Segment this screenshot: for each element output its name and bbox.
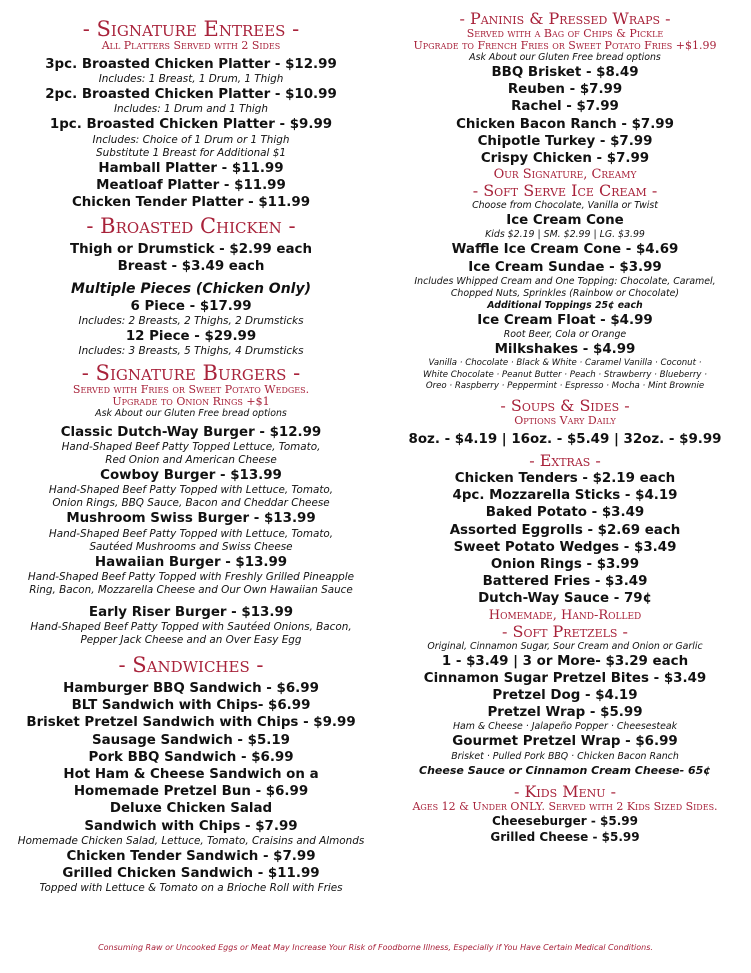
menu-item: Milkshakes - $4.99 <box>494 342 636 358</box>
section-title-signature-burgers: - Signature Burgers - <box>81 361 301 386</box>
item-description: Homemade Chicken Salad, Lettuce, Tomato, Craisins and Almonds <box>17 834 365 847</box>
flavor-list: White Chocolate · Peanut Butter · Peach · Strawberry · Blueberry · <box>423 369 707 380</box>
item-description: Additional Toppings 25¢ each <box>487 299 643 311</box>
menu-item: Chicken Tender Sandwich - $7.99 <box>66 848 316 864</box>
menu-item: Waffle Ice Cream Cone - $4.69 <box>451 242 679 258</box>
section-subtitle: Upgrade to Onion Rings +$1 <box>112 395 270 409</box>
item-description: Kids $2.19 | SM. $2.99 | LG. $3.99 <box>485 229 645 241</box>
menu-item: Chipotle Turkey - $7.99 <box>477 133 653 149</box>
menu-item: Cinnamon Sugar Pretzel Bites - $3.49 <box>423 670 707 686</box>
flavor-list: Oreo · Raspberry · Peppermint · Espresso · Mocha · Mint Brownie <box>425 381 705 392</box>
menu-item: Mushroom Swiss Burger - $13.99 <box>66 511 316 527</box>
item-description: Red Onion and American Cheese <box>105 454 277 467</box>
item-description: Ring, Bacon, Mozzarella Cheese and Our Own Hawaiian Sauce <box>29 583 353 596</box>
multiple-pieces-heading: Multiple Pieces (Chicken Only) <box>70 280 311 297</box>
item-description: Hand-Shaped Beef Patty Topped with Freshly Grilled Pineapple <box>27 570 355 583</box>
section-subtitle: Served with a Bag of Chips & Pickle <box>466 27 664 40</box>
right-column <box>384 0 746 845</box>
menu-item: Chicken Bacon Ranch - $7.99 <box>456 116 674 132</box>
item-description: Hand-Shaped Beef Patty Topped Lettuce, Tomato, <box>61 441 321 454</box>
section-note: Original, Cinnamon Sugar, Sour Cream and Onion or Garlic <box>427 640 703 652</box>
menu-item: Cowboy Burger - $13.99 <box>100 468 282 484</box>
menu-item: 8oz. - $4.19 | 16oz. - $5.49 | 32oz. - $9.99 <box>408 431 722 447</box>
menu-item: Ice Cream Float - $4.99 <box>477 312 653 328</box>
menu-item: 12 Piece - $29.99 <box>125 328 257 344</box>
item-description: Hand-Shaped Beef Patty Topped with Sautéed Onions, Bacon, <box>30 621 352 634</box>
section-note: Choose from Chocolate, Vanilla or Twist <box>472 200 658 212</box>
menu-item: Chicken Tenders - $2.19 each <box>454 470 676 486</box>
flavor-list: Vanilla · Chocolate · Black & White · Caramel Vanilla · Coconut · <box>428 358 702 369</box>
menu-item: Hamball Platter - $11.99 <box>98 160 284 176</box>
menu-item: 4pc. Mozzarella Sticks - $4.19 <box>452 488 678 504</box>
menu-item: Early Riser Burger - $13.99 <box>88 604 294 620</box>
menu-item: 1pc. Broasted Chicken Platter - $9.99 <box>49 117 333 133</box>
left-column <box>6 0 376 895</box>
menu-item: Rachel - $7.99 <box>511 99 619 115</box>
menu-item: Sausage Sandwich - $5.19 <box>91 732 290 748</box>
footer-disclaimer: Consuming Raw or Uncooked Eggs or Meat May Increase Your Risk of Foodborne Illness, Especially if You Have Certain Medical Conditions. <box>98 943 653 952</box>
section-title-soft-pretzels: - Soft Pretzels - <box>502 621 628 641</box>
menu-item: Hawaiian Burger - $13.99 <box>94 554 288 570</box>
section-title-paninis: - Paninis & Pressed Wraps - <box>459 9 671 28</box>
item-description: Chopped Nuts, Sprinkles (Rainbow or Chocolate) <box>450 287 680 299</box>
item-description: Hand-Shaped Beef Patty Topped with Lettuce, Tomato, <box>48 527 334 540</box>
menu-item: 6 Piece - $17.99 <box>130 298 252 314</box>
menu-item: Classic Dutch-Way Burger - $12.99 <box>60 425 322 441</box>
menu-item: Ice Cream Cone <box>506 213 624 229</box>
menu-item: Hamburger BBQ Sandwich - $6.99 <box>63 681 319 697</box>
menu-item: Hot Ham & Cheese Sandwich on a <box>63 767 319 783</box>
menu-item: Pork BBQ Sandwich - $6.99 <box>88 749 294 765</box>
menu-item: Thigh or Drumstick - $2.99 each <box>70 242 312 258</box>
menu-item: Onion Rings - $3.99 <box>490 556 640 572</box>
item-description: Onion Rings, BBQ Sauce, Bacon and Cheddar Cheese <box>52 497 330 510</box>
menu-item: Breast - $3.49 each <box>117 259 265 275</box>
section-title-broasted-chicken: - Broasted Chicken - <box>86 214 296 239</box>
menu-item: Gourmet Pretzel Wrap - $6.99 <box>452 734 678 750</box>
menu-item: Brisket Pretzel Sandwich with Chips - $9.99 <box>26 715 356 731</box>
menu-item: Reuben - $7.99 <box>507 82 623 98</box>
menu-item: Cheeseburger - $5.99 <box>492 813 638 828</box>
item-description: Includes: 1 Drum and 1 Thigh <box>113 103 268 116</box>
item-description: Includes: 3 Breasts, 5 Thighs, 4 Drumsticks <box>78 345 304 358</box>
menu-item: Homemade Pretzel Bun - $6.99 <box>73 784 309 800</box>
item-description: Includes: 2 Breasts, 2 Thighs, 2 Drumsticks <box>78 314 304 327</box>
section-title-sandwiches: - Sandwiches - <box>118 653 264 678</box>
item-description: Includes Whipped Cream and One Topping: Chocolate, Caramel, <box>414 275 716 287</box>
item-description: Root Beer, Cola or Orange <box>503 329 627 341</box>
menu-item: Baked Potato - $3.49 <box>485 505 645 521</box>
menu-item: 3pc. Broasted Chicken Platter - $12.99 <box>45 57 337 72</box>
menu-item: Grilled Cheese - $5.99 <box>490 829 640 844</box>
menu-item: Sandwich with Chips - $7.99 <box>84 818 298 834</box>
menu-item: Assorted Eggrolls - $2.69 each <box>449 522 681 538</box>
section-pretitle: Homemade, Hand-Rolled <box>488 607 642 623</box>
menu-item: Battered Fries - $3.49 <box>482 574 648 590</box>
menu-item: Dutch-Way Sauce - 79¢ <box>478 591 652 607</box>
item-description: Substitute 1 Breast for Additional $1 <box>96 146 286 159</box>
menu-item: BBQ Brisket - $8.49 <box>491 65 639 80</box>
menu-item: Meatloaf Platter - $11.99 <box>96 177 286 193</box>
menu-item: Chicken Tender Platter - $11.99 <box>71 195 311 211</box>
section-note: Ask About our Gluten Free bread options <box>95 408 287 420</box>
menu-item: Grilled Chicken Sandwich - $11.99 <box>62 866 320 882</box>
item-description: Includes: Choice of 1 Drum or 1 Thigh <box>92 133 290 146</box>
item-description: Pepper Jack Cheese and an Over Easy Egg <box>80 634 302 647</box>
menu-item: Sweet Potato Wedges - $3.49 <box>453 539 677 555</box>
menu-item: Crispy Chicken - $7.99 <box>480 151 650 167</box>
menu-item: BLT Sandwich with Chips- $6.99 <box>71 698 311 714</box>
menu-item: Ice Cream Sundae - $3.99 <box>468 259 662 275</box>
section-subtitle: Ages 12 & Under ONLY. Served with 2 Kids Sized Sides. <box>412 799 718 813</box>
section-subtitle: Options Vary Daily <box>514 413 616 427</box>
section-title-soups-sides: - Soups & Sides - <box>500 395 630 415</box>
menu-item: Pretzel Dog - $4.19 <box>492 687 638 703</box>
menu-item: 1 - $3.49 | 3 or More- $3.29 each <box>441 653 689 669</box>
section-title-soft-serve: - Soft Serve Ice Cream - <box>472 181 658 201</box>
menu-item: Deluxe Chicken Salad <box>109 801 273 817</box>
item-description: Includes: 1 Breast, 1 Drum, 1 Thigh <box>98 73 284 86</box>
section-note: Ask About our Gluten Free bread options <box>469 52 661 63</box>
menu-item: 2pc. Broasted Chicken Platter - $10.99 <box>45 87 337 103</box>
section-title-signature-entrees: - Signature Entrees - <box>82 17 300 41</box>
item-description: Sautéed Mushrooms and Swiss Cheese <box>89 540 293 553</box>
section-pretitle: Our Signature, Creamy <box>493 167 637 183</box>
item-description: Hand-Shaped Beef Patty Topped with Lettuce, Tomato, <box>48 484 334 497</box>
section-title-extras: - Extras - <box>529 450 601 470</box>
item-description: Brisket · Pulled Pork BBQ · Chicken Bacon Ranch <box>451 750 679 762</box>
section-subtitle: Served with Fries or Sweet Potato Wedges. <box>72 383 310 397</box>
menu-item: Pretzel Wrap - $5.99 <box>487 705 643 721</box>
menu-item: Cheese Sauce or Cinnamon Cream Cheese- 65¢ <box>419 763 711 777</box>
section-subtitle: All Platters Served with 2 Sides <box>101 39 281 52</box>
item-description: Ham & Cheese · Jalapeño Popper · Cheesesteak <box>452 721 678 733</box>
section-title-kids-menu: - Kids Menu - <box>513 781 617 801</box>
section-subtitle: Upgrade to French Fries or Sweet Potato Fries +$1.99 <box>413 39 717 52</box>
item-description: Topped with Lettuce & Tomato on a Brioche Roll with Fries <box>39 882 343 895</box>
